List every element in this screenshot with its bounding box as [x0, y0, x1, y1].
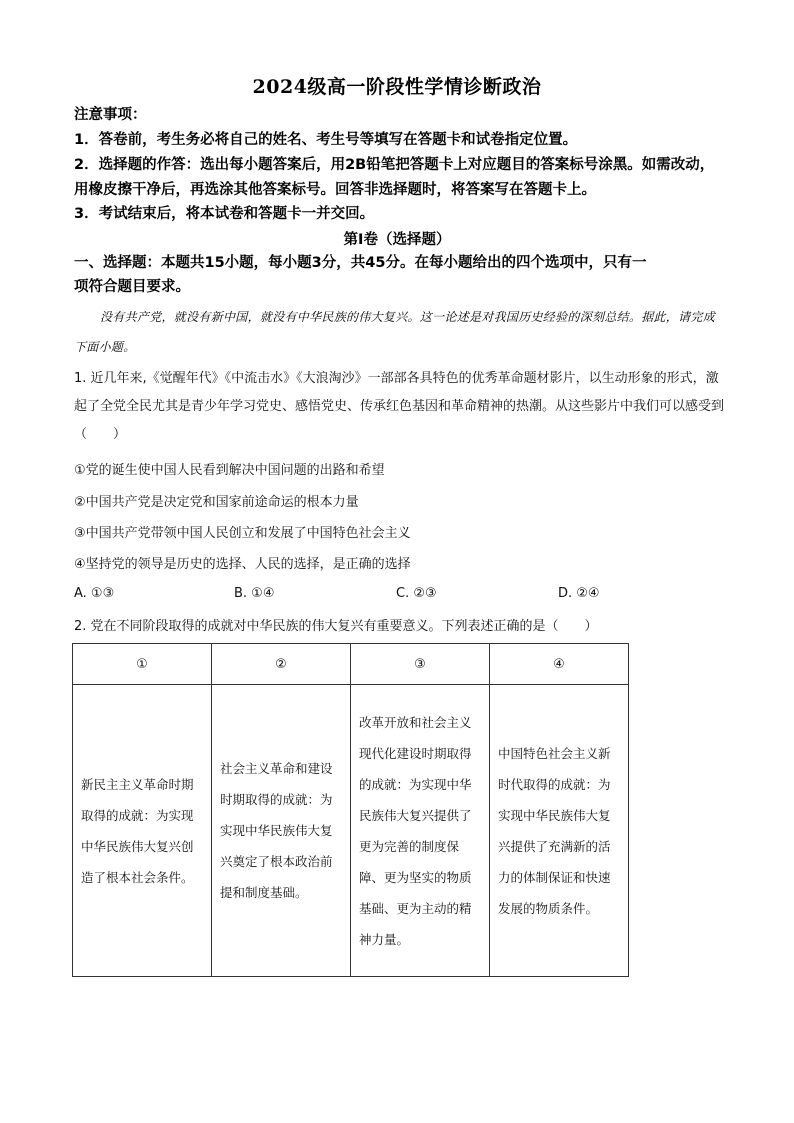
question-1-statement-1: ①党的诞生使中国人民看到解决中国问题的出路和希望: [74, 463, 385, 478]
choice-b[interactable]: B. ①④: [234, 586, 275, 601]
section-title: 第Ⅰ卷（选择题）: [343, 232, 451, 248]
table-header-cell: ②: [212, 644, 351, 685]
section-instruction-line-2: 项符合题目要求。: [74, 279, 190, 295]
note-item-1: 1．答卷前，考生务必将自己的姓名、考生号等填写在答题卡和试卷指定位置。: [74, 132, 578, 148]
question-1-statement-4: ④坚持党的领导是历史的选择、人民的选择，是正确的选择: [74, 557, 411, 572]
page-title: 2024级高一阶段性学情诊断政治: [252, 76, 542, 98]
table-header-cell: ④: [490, 644, 629, 685]
question-1-stem: 1. 近几年来,《觉醒年代》《中流击水》《大浪淘沙》一部部各具特色的优秀革命题材影片，以生动形象的形式，激起了全党全民尤其是青少年学习党史、感悟党史、传承红色基因和革命精神的热潮。从这些影片中我们可以感受到（ ）: [74, 371, 725, 442]
table-cell-1: 新民主主义革命时期取得的成就：为实现中华民族伟大复兴创造了根本社会条件。: [73, 685, 212, 977]
table-cell-3: 改革开放和社会主义现代化建设时期取得的成就：为实现中华民族伟大复兴提供了更为完善的制度保障、更为坚实的物质基础、更为主动的精神力量。: [351, 685, 490, 977]
choice-c[interactable]: C. ②③: [396, 586, 437, 601]
question-2-stem: 2. 党在不同阶段取得的成就对中华民族的伟大复兴有重要意义。下列表述正确的是（ ）: [74, 619, 598, 634]
table-header-row: [73, 644, 629, 685]
passage-intro: 没有共产党，就没有新中国，就没有中华民族的伟大复兴。这一论述是对我国历史经验的深刻总结。据此，请完成下面小题。: [74, 310, 716, 354]
choice-d[interactable]: D. ②④: [558, 586, 600, 601]
question-1-statement-2: ②中国共产党是决定党和国家前途命运的根本力量: [74, 495, 359, 510]
note-item-2: 2．选择题的作答：选出每小题答案后，用2B铅笔把答题卡上对应题目的答案标号涂黑。如需改动，用橡皮擦干净后，再选涂其他答案标号。回答非选择题时，将答案写在答题卡上。: [74, 157, 715, 198]
note-item-3: 3．考试结束后，将本试卷和答题卡一并交回。: [74, 206, 375, 222]
table-header-cell: ①: [73, 644, 212, 685]
question-1-choices: [74, 586, 714, 608]
notes-heading: 注意事项：: [74, 107, 147, 123]
choice-a[interactable]: A. ①③: [74, 586, 115, 601]
section-instruction-line-1: 一、选择题：本题共15小题，每小题3分，共45分。在每小题给出的四个选项中，只有一: [74, 255, 647, 271]
table-header-cell: ③: [351, 644, 490, 685]
question-2-table: [72, 643, 629, 977]
table-cell-4: 中国特色社会主义新时代取得的成就：为实现中华民族伟大复兴提供了充满新的活力的体制保证和快速发展的物质条件。: [490, 685, 629, 977]
question-1-statement-3: ③中国共产党带领中国人民创立和发展了中国特色社会主义: [74, 526, 411, 541]
table-row: [73, 685, 629, 977]
table-cell-2: 社会主义革命和建设时期取得的成就：为实现中华民族伟大复兴奠定了根本政治前提和制度基础。: [212, 685, 351, 977]
